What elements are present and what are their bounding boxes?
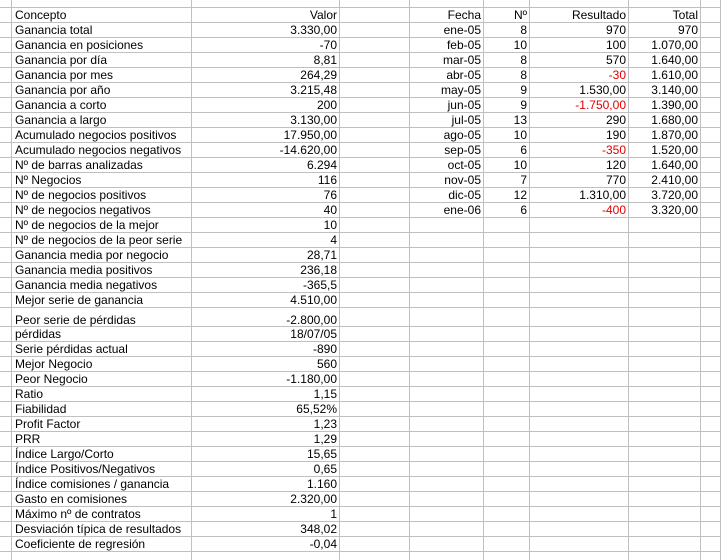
concept-cell[interactable]: Ganancia media por negocio: [15, 248, 169, 262]
value-cell[interactable]: 1,23: [313, 417, 337, 431]
value-cell[interactable]: 2.320,00: [290, 492, 337, 506]
concept-cell[interactable]: Nº Negocios: [15, 173, 82, 187]
concept-cell[interactable]: Gasto en comisiones: [15, 492, 128, 506]
value-cell[interactable]: 15,65: [306, 447, 337, 461]
value-cell[interactable]: 560: [316, 357, 337, 371]
resultado-cell[interactable]: -1.750,00: [575, 98, 626, 112]
value-cell[interactable]: -365,5: [302, 278, 337, 292]
header-concepto[interactable]: Concepto: [15, 8, 67, 22]
value-cell[interactable]: 3.130,00: [290, 113, 337, 127]
fecha-cell[interactable]: feb-05: [446, 38, 481, 52]
concept-cell[interactable]: Fiabilidad: [15, 402, 67, 416]
n-cell[interactable]: 8: [520, 68, 527, 82]
value-cell[interactable]: -0,04: [309, 537, 337, 551]
header-fecha[interactable]: Fecha: [447, 8, 481, 22]
value-cell[interactable]: -890: [312, 342, 337, 356]
concept-cell[interactable]: Ganancia media negativos: [15, 278, 158, 292]
value-cell[interactable]: 348,02: [300, 522, 337, 536]
n-cell[interactable]: 10: [513, 38, 527, 52]
fecha-cell[interactable]: ene-06: [443, 203, 481, 217]
resultado-cell[interactable]: -400: [601, 203, 626, 217]
value-cell[interactable]: 116: [317, 173, 337, 187]
concept-cell[interactable]: Serie pérdidas actual: [15, 342, 128, 356]
total-cell[interactable]: 1.520,00: [651, 143, 698, 157]
value-cell[interactable]: 18/07/05: [290, 327, 337, 341]
concept-cell[interactable]: Índice comisiones / ganancia: [15, 477, 170, 491]
total-cell[interactable]: 1.390,00: [651, 98, 698, 112]
resultado-cell[interactable]: 100: [605, 38, 626, 52]
fecha-cell[interactable]: mar-05: [442, 53, 481, 67]
value-cell[interactable]: 3.215,48: [290, 83, 337, 97]
total-cell[interactable]: 3.140,00: [651, 83, 698, 97]
value-cell[interactable]: 40: [323, 203, 337, 217]
value-cell[interactable]: 1.160: [306, 477, 337, 491]
total-cell[interactable]: 1.640,00: [651, 158, 698, 172]
fecha-cell[interactable]: nov-05: [444, 173, 481, 187]
value-cell[interactable]: -14.620,00: [279, 143, 337, 157]
header-total[interactable]: Total: [672, 8, 698, 22]
header-valor[interactable]: Valor: [309, 8, 337, 22]
total-cell[interactable]: 1.640,00: [651, 53, 698, 67]
fecha-cell[interactable]: oct-05: [447, 158, 481, 172]
value-cell[interactable]: -2.800,00: [286, 313, 337, 327]
n-cell[interactable]: 10: [513, 128, 527, 142]
total-cell[interactable]: 970: [677, 23, 698, 37]
resultado-cell[interactable]: -350: [601, 143, 626, 157]
total-cell[interactable]: 3.720,00: [651, 188, 698, 202]
concept-cell[interactable]: PRR: [15, 432, 41, 446]
resultado-cell[interactable]: 770: [605, 173, 626, 187]
fecha-cell[interactable]: jun-05: [447, 98, 481, 112]
n-cell[interactable]: 13: [513, 113, 527, 127]
fecha-cell[interactable]: ene-05: [443, 23, 481, 37]
resultado-cell[interactable]: 570: [605, 53, 626, 67]
concept-cell[interactable]: Acumulado negocios positivos: [15, 128, 177, 142]
value-cell[interactable]: 17.950,00: [283, 128, 337, 142]
concept-cell[interactable]: Nº de negocios de la mejor: [15, 218, 159, 232]
fecha-cell[interactable]: sep-05: [444, 143, 481, 157]
resultado-cell[interactable]: 120: [605, 158, 626, 172]
header-resultado[interactable]: Resultado: [571, 8, 626, 22]
concept-cell[interactable]: Ganancia total: [15, 23, 93, 37]
fecha-cell[interactable]: ago-05: [443, 128, 481, 142]
value-cell[interactable]: 6.294: [306, 158, 337, 172]
resultado-cell[interactable]: 190: [605, 128, 626, 142]
concept-cell[interactable]: Nº de negocios de la peor serie: [15, 233, 183, 247]
value-cell[interactable]: -1.180,00: [286, 372, 337, 386]
value-cell[interactable]: 1,29: [313, 432, 337, 446]
total-cell[interactable]: 3.320,00: [651, 203, 698, 217]
n-cell[interactable]: 12: [513, 188, 527, 202]
concept-cell[interactable]: Índice Largo/Corto: [15, 447, 114, 461]
total-cell[interactable]: 1.680,00: [651, 113, 698, 127]
header-n[interactable]: Nº: [513, 8, 527, 22]
value-cell[interactable]: 28,71: [306, 248, 337, 262]
value-cell[interactable]: 1,15: [313, 387, 337, 401]
concept-cell[interactable]: Desviación típica de resultados: [15, 522, 182, 536]
concept-cell[interactable]: Profit Factor: [15, 417, 81, 431]
n-cell[interactable]: 9: [520, 98, 527, 112]
concept-cell[interactable]: Nº de negocios positivos: [15, 188, 147, 202]
value-cell[interactable]: 1: [330, 507, 337, 521]
concept-cell[interactable]: Ganancia en posiciones: [15, 38, 144, 52]
concept-cell[interactable]: Ganancia por día: [15, 53, 108, 67]
fecha-cell[interactable]: may-05: [440, 83, 481, 97]
concept-cell[interactable]: Ganancia a largo: [15, 113, 107, 127]
resultado-cell[interactable]: 1.530,00: [579, 83, 626, 97]
concept-cell[interactable]: Mejor serie de ganancia: [15, 293, 144, 307]
n-cell[interactable]: 8: [520, 23, 527, 37]
value-cell[interactable]: 4.510,00: [290, 293, 337, 307]
total-cell[interactable]: 1.070,00: [651, 38, 698, 52]
value-cell[interactable]: 200: [316, 98, 337, 112]
n-cell[interactable]: 9: [520, 83, 527, 97]
value-cell[interactable]: 0,65: [313, 462, 337, 476]
value-cell[interactable]: -70: [319, 38, 337, 52]
value-cell[interactable]: 264,29: [300, 68, 337, 82]
concept-cell[interactable]: Ganancia por año: [15, 83, 111, 97]
resultado-cell[interactable]: 1.310,00: [579, 188, 626, 202]
total-cell[interactable]: 1.610,00: [651, 68, 698, 82]
concept-cell[interactable]: Índice Positivos/Negativos: [15, 462, 156, 476]
concept-cell[interactable]: Ganancia a corto: [15, 98, 107, 112]
concept-cell[interactable]: Ganancia por mes: [15, 68, 114, 82]
concept-cell[interactable]: Peor serie de pérdidas: [15, 313, 136, 327]
concept-cell[interactable]: Ratio: [15, 387, 44, 401]
value-cell[interactable]: 236,18: [300, 263, 337, 277]
n-cell[interactable]: 6: [520, 203, 527, 217]
total-cell[interactable]: 2.410,00: [651, 173, 698, 187]
concept-cell[interactable]: Máximo nº de contratos: [15, 507, 141, 521]
value-cell[interactable]: 3.330,00: [290, 23, 337, 37]
value-cell[interactable]: 8,81: [313, 53, 337, 67]
total-cell[interactable]: 1.870,00: [651, 128, 698, 142]
concept-cell[interactable]: Acumulado negocios negativos: [15, 143, 182, 157]
value-cell[interactable]: 65,52%: [296, 402, 337, 416]
fecha-cell[interactable]: abr-05: [446, 68, 481, 82]
resultado-cell[interactable]: -30: [608, 68, 626, 82]
resultado-cell[interactable]: 970: [605, 23, 626, 37]
concept-cell[interactable]: Nº de negocios negativos: [15, 203, 151, 217]
concept-cell[interactable]: pérdidas: [15, 327, 62, 341]
concept-cell[interactable]: Nº de barras analizadas: [15, 158, 143, 172]
concept-cell[interactable]: Peor Negocio: [15, 372, 88, 386]
n-cell[interactable]: 10: [513, 158, 527, 172]
concept-cell[interactable]: Ganancia media positivos: [15, 263, 153, 277]
resultado-cell[interactable]: 290: [605, 113, 626, 127]
concept-cell[interactable]: Coeficiente de regresión: [15, 537, 146, 551]
n-cell[interactable]: 6: [520, 143, 527, 157]
fecha-cell[interactable]: dic-05: [448, 188, 481, 202]
value-cell[interactable]: 4: [330, 233, 337, 247]
value-cell[interactable]: 76: [323, 188, 337, 202]
n-cell[interactable]: 7: [520, 173, 527, 187]
value-cell[interactable]: 10: [323, 218, 337, 232]
fecha-cell[interactable]: jul-05: [451, 113, 481, 127]
concept-cell[interactable]: Mejor Negocio: [15, 357, 93, 371]
n-cell[interactable]: 8: [520, 53, 527, 67]
